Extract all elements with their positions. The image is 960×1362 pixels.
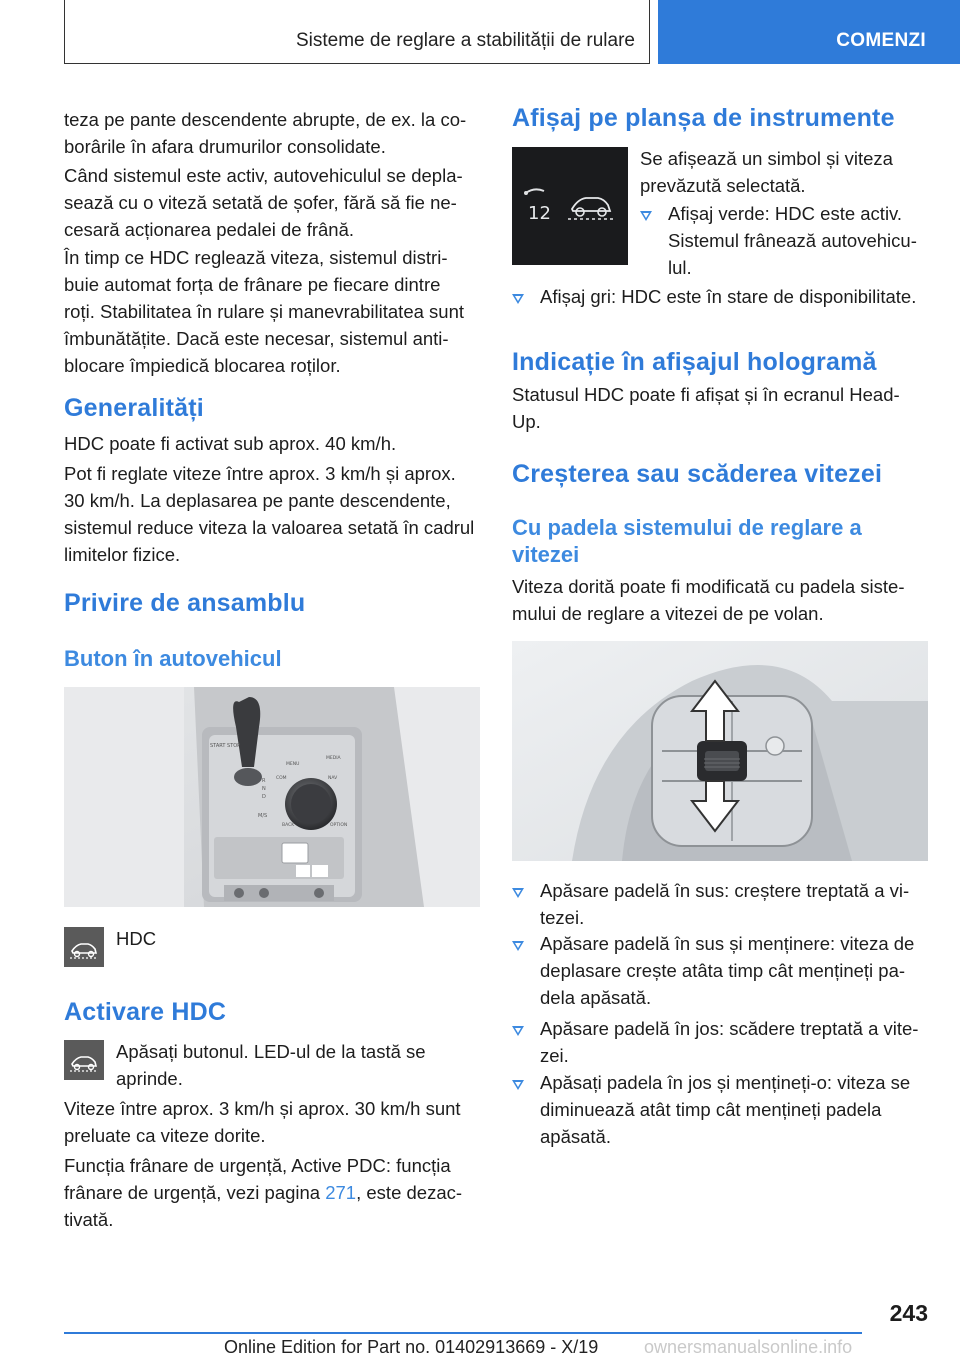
text-line: limitelor fizice. [64,544,181,565]
console-mode-r: R [262,778,266,784]
instrument-display-image [512,147,628,265]
heading-speed-change: Creșterea sau scăderea vitezei [512,460,883,488]
display-bullet-green [668,200,917,281]
header-section-box [64,0,650,64]
text-line: Se afișează un simbol și viteza [640,148,893,169]
console-start-stop-label: START STOP [210,743,241,749]
paddle-bullet-1 [540,877,909,931]
text-line: lul. [668,257,692,278]
console-mode-m: M/S [258,813,268,819]
bullet-triangle-icon [512,1080,524,1090]
text-line: mului de reglare a vitezei de pe volan. [512,603,824,624]
text-line: Apăsare padelă în sus: creștere treptată a vi- [540,880,910,901]
activate-paragraph-2 [64,1095,461,1149]
steering-paddle-image [512,641,928,861]
general-paragraph-1: HDC poate fi activat sub aprox. 40 km/h. [64,433,397,454]
display-speed-value: 12 [528,203,551,224]
general-paragraph-2 [64,460,474,568]
heading-activate-hdc: Activare HDC [64,998,227,1026]
steering-paddle-illustration [512,641,928,861]
heading-general: Generalități [64,394,204,422]
text-line: frânare de urgență, vezi pagina [64,1182,326,1203]
text-line: zei. [540,1045,569,1066]
paddle-bullet-4 [540,1069,910,1150]
text-line: Up. [512,411,541,432]
text-line: deplasare crește atâta timp cât mențineți pa- [540,960,906,981]
console-option-label: OPTION [330,823,348,828]
activate-paragraph-1 [116,1038,426,1092]
paddle-bullet-2 [540,930,914,1011]
console-back-label: BACK [282,823,295,828]
display-bullet-gray: Afișaj gri: HDC este în stare de disponibilitate. [540,286,917,307]
text-line: aprinde. [116,1068,183,1089]
text-line: Apăsare padelă în jos: scădere treptată a vite- [540,1018,919,1039]
footer-divider [64,1332,862,1334]
heading-overview: Privire de ansamblu [64,589,306,617]
text-line: cesară acționarea pedalei de frână. [64,219,355,240]
hologram-paragraph [512,381,900,435]
text-line: 30 km/h. La deplasarea pe pante descendente, [64,490,451,511]
text-line: Sistemul frânează autovehicu- [668,230,917,251]
text-line: Pot fi reglate viteze între aprox. 3 km/h și aprox. [64,463,456,484]
bullet-triangle-icon [512,941,524,951]
text-line: Apăsați padela în jos și mențineți-o: viteza se [540,1072,911,1093]
text-line: borârile în afara drumurilor consolidate. [64,136,386,157]
text-line: Cu padela sistemului de reglare a [512,515,862,540]
header-tab-label: COMENZI [836,30,926,51]
activate-paragraph-3 [64,1152,462,1233]
text-line: Viteze între aprox. 3 km/h și aprox. 30 km/h sunt [64,1098,461,1119]
heading-hologram-display: Indicație în afișajul hologramă [512,348,877,376]
paddle-bullet-3 [540,1015,918,1069]
text-line: Statusul HDC poate fi afișat și în ecranul Head- [512,384,900,405]
heading-instrument-display: Afișaj pe planșa de instrumente [512,104,895,132]
console-nav-label: NAV [328,776,338,781]
text-line: sează cu o viteză setată de șofer, fără să fie ne- [64,192,457,213]
page-link-271[interactable]: 271 [325,1182,357,1203]
intro-paragraph-3 [64,244,464,379]
text-line: prevăzută selectată. [640,175,806,196]
text-line: apăsată. [540,1126,611,1147]
text-line: , este dezac- [356,1182,463,1203]
hdc-label: HDC [116,928,157,949]
text-line: teza pe pante descendente abrupte, de ex. la co- [64,109,467,130]
console-mode-n: N [262,786,266,792]
console-menu-label: MENU [286,762,300,767]
text-line: preluate ca viteze dorite. [64,1125,266,1146]
text-line: buie automat forța de frânare pe fiecare dintre [64,274,441,295]
display-hdc-symbol [568,198,616,219]
intro-paragraph-2 [64,162,463,243]
bullet-triangle-icon [512,888,524,898]
text-line: diminuează atât timp cât mențineți padela [540,1099,882,1120]
center-console-illustration [64,687,480,907]
paddle-paragraph [512,573,905,627]
heading-paddle [512,514,862,568]
text-line: Când sistemul este activ, autovehiculul se depla- [64,165,463,186]
text-line: îmbunătățite. Dacă este necesar, sistemul anti- [64,328,449,349]
text-line: Funcția frânare de urgență, Active PDC: funcția [64,1155,451,1176]
text-line: blocare împiedică blocarea roților. [64,355,341,376]
text-line: dela apăsată. [540,987,652,1008]
text-line: Viteza dorită poate fi modificată cu padela siste- [512,576,905,597]
header-section-title: Sisteme de reglare a stabilității de rulare [295,30,635,51]
hdc-car-icon [64,927,104,967]
text-line: În timp ce HDC reglează viteza, sistemul distri- [64,247,448,268]
footer-watermark: ownersmanualsonline.info [644,1337,853,1357]
hdc-button-icon [64,1040,104,1080]
text-line: Afișaj verde: HDC este activ. [668,203,903,224]
intro-paragraph-1 [64,106,466,160]
display-paragraph [640,145,893,199]
console-com-label: COM [276,776,287,781]
text-line: tezei. [540,907,585,928]
console-mode-d: D [262,794,266,800]
heading-button-in-vehicle: Buton în autovehicul [64,646,282,671]
text-line: Apăsați butonul. LED-ul de la tastă se [116,1041,426,1062]
bullet-triangle-icon [512,1026,524,1036]
center-console-image [64,687,480,907]
footer-edition: Online Edition for Part no. 01402913669 - X/19 [224,1337,599,1357]
bullet-triangle-icon [640,211,652,221]
page-number: 243 [889,1300,928,1326]
text-line: roți. Stabilitatea în rulare și manevrabilitatea sunt [64,301,465,322]
bullet-triangle-icon [512,294,524,304]
text-line: sistemul reduce viteza la valoarea setată în cadrul [64,517,475,538]
text-line: tivată. [64,1209,114,1230]
console-media-label: MEDIA [326,756,341,761]
text-line: Apăsare padelă în sus și menținere: viteza de [540,933,915,954]
text-line: vitezei [512,542,580,567]
header-tab-comenzi[interactable] [658,0,960,64]
